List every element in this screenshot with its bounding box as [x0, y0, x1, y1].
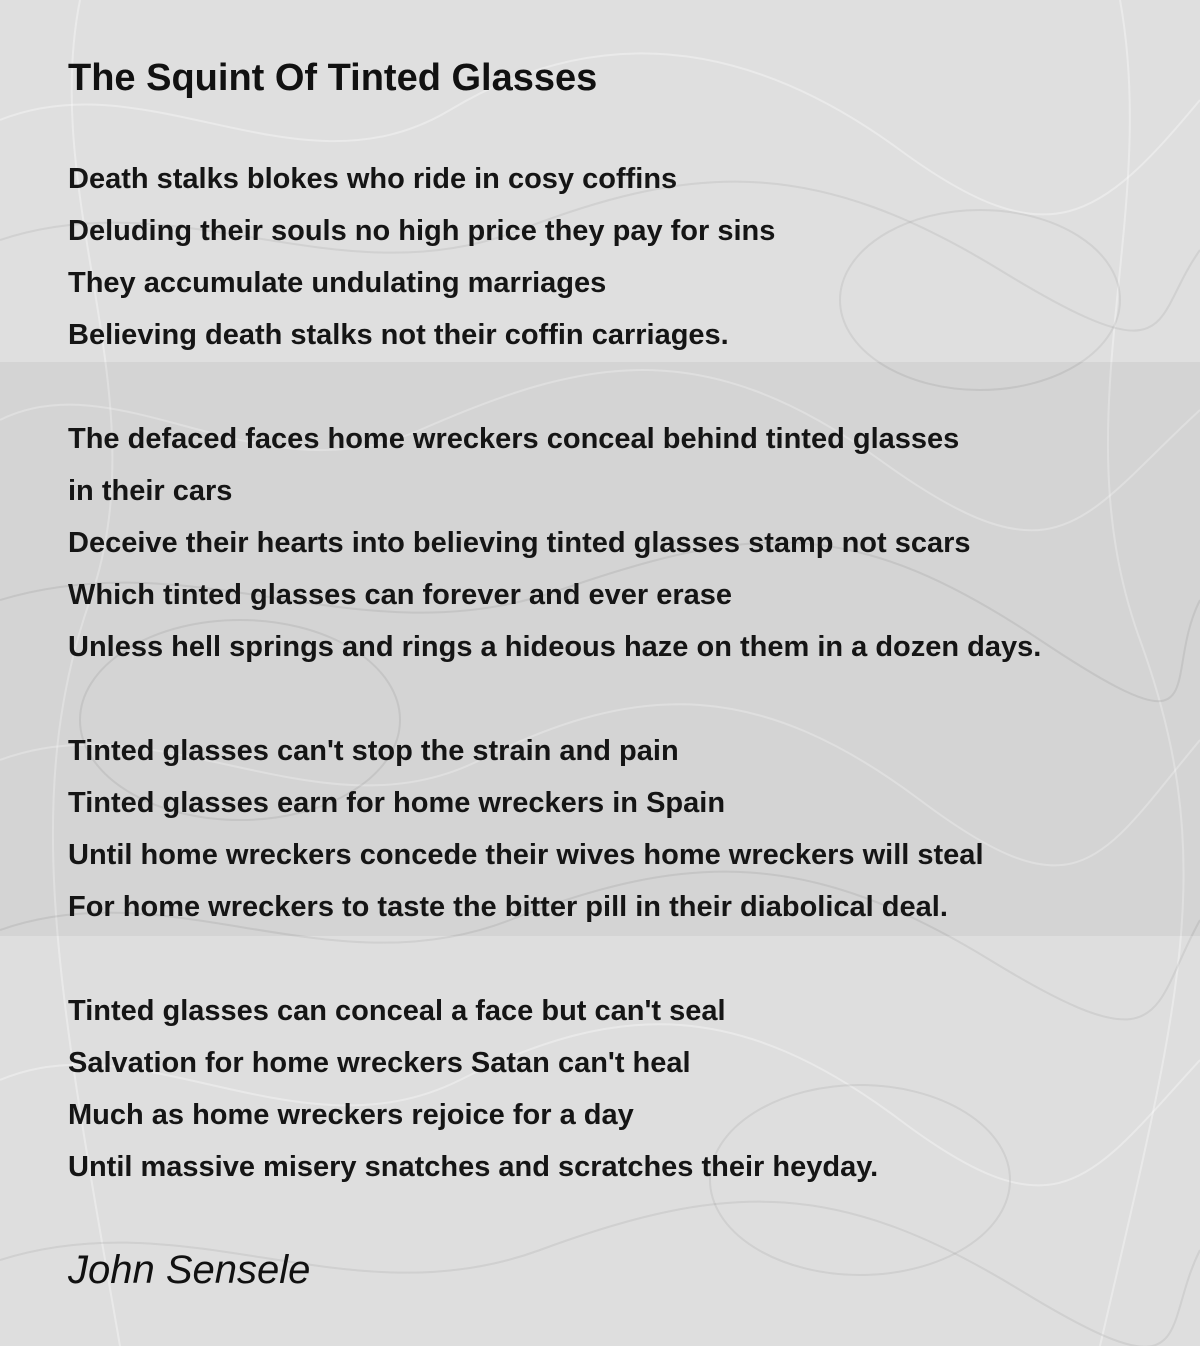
stanza-4 — [68, 985, 1178, 1193]
stanza-spacer — [68, 361, 1178, 413]
poem-line: The defaced faces home wreckers conceal behind tinted glasses — [68, 423, 960, 455]
poem-line: They accumulate undulating marriages — [68, 267, 607, 299]
poem-line: For home wreckers to taste the bitter pill in their diabolical deal. — [68, 891, 948, 923]
poem-body — [68, 153, 1178, 1193]
poem-line: Deceive their hearts into believing tinted glasses stamp not scars — [68, 527, 971, 559]
poem-title: The Squint Of Tinted Glasses — [68, 57, 598, 99]
stanza-1 — [68, 153, 1178, 361]
poem-line: Believing death stalks not their coffin carriages. — [68, 319, 729, 351]
poem-line: Tinted glasses can conceal a face but can't seal — [68, 995, 726, 1027]
poem-line: Deluding their souls no high price they pay for sins — [68, 215, 776, 247]
poem-container — [68, 55, 1178, 1295]
poem-line: Unless hell springs and rings a hideous haze on them in a dozen days. — [68, 631, 1042, 663]
stanza-3 — [68, 725, 1178, 933]
poem-line: Which tinted glasses can forever and ever erase — [68, 579, 733, 611]
poem-line: Until home wreckers concede their wives home wreckers will steal — [68, 839, 984, 871]
poem-line: Much as home wreckers rejoice for a day — [68, 1099, 634, 1131]
stanza-spacer — [68, 673, 1178, 725]
poem-line: Until massive misery snatches and scratches their heyday. — [68, 1151, 879, 1183]
poem-line: Salvation for home wreckers Satan can't heal — [68, 1047, 691, 1079]
poem-line: Tinted glasses earn for home wreckers in Spain — [68, 787, 726, 819]
stanza-spacer — [68, 933, 1178, 985]
stanza-2 — [68, 413, 1178, 673]
poem-line: Tinted glasses can't stop the strain and pain — [68, 735, 679, 767]
poem-author: John Sensele — [68, 1248, 311, 1292]
poem-line: in their cars — [68, 475, 233, 507]
poem-line: Death stalks blokes who ride in cosy coffins — [68, 163, 678, 195]
